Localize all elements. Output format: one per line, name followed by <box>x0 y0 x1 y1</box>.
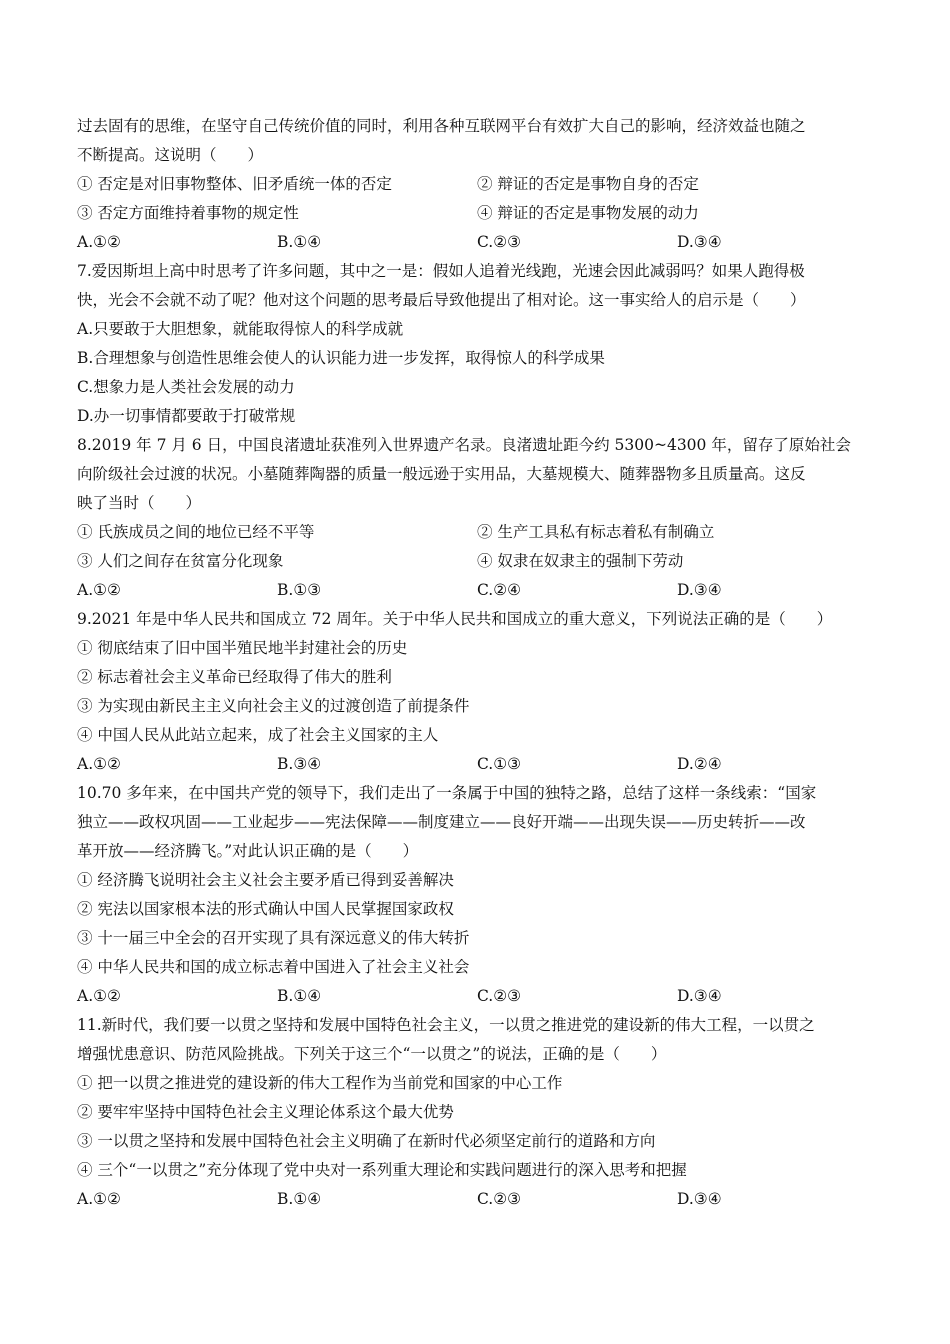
q11-stem-line: 增强忧患意识、防范风险挑战。下列关于这三个“一以贯之”的说法，正确的是（ ） <box>77 1045 667 1063</box>
q10-item: ③ 十一届三中全会的召开实现了具有深远意义的伟大转折 <box>77 929 470 947</box>
q8-answer-d: D.③④ <box>677 581 722 599</box>
q7-stem-line: 快，光会不会就不动了呢？他对这个问题的思考最后导致他提出了相对论。这一事实给人的启示是（ ） <box>77 291 806 309</box>
q10-item: ④ 中华人民共和国的成立标志着中国进入了社会主义社会 <box>77 958 470 976</box>
q9-item: ② 标志着社会主义革命已经取得了伟大的胜利 <box>77 668 392 686</box>
q10-answers-row <box>77 982 877 1011</box>
q9-answer-d: D.②④ <box>677 755 722 773</box>
q6-option: ② 辩证的否定是事物自身的否定 <box>477 175 699 193</box>
q7-choice-c: C.想象力是人类社会发展的动力 <box>77 378 295 396</box>
q8-options-row <box>77 518 877 547</box>
q6-stem-line: 不断提高。这说明（ ） <box>77 146 264 164</box>
q11-item: ④ 三个“一以贯之”充分体现了党中央对一系列重大理论和实践问题进行的深入思考和把握 <box>77 1161 687 1179</box>
q11-answer-a: A.①② <box>77 1190 121 1208</box>
q8-stem-line: 映了当时（ ） <box>77 494 202 512</box>
q8-option: ② 生产工具私有标志着私有制确立 <box>477 523 715 541</box>
q6-answer-d: D.③④ <box>677 233 722 251</box>
q9-answer-c: C.①③ <box>477 755 522 773</box>
q7-choice-d: D.办一切事情都要敢于打破常规 <box>77 407 296 425</box>
q8-option: ④ 奴隶在奴隶主的强制下劳动 <box>477 552 684 570</box>
q11-item: ③ 一以贯之坚持和发展中国特色社会主义明确了在新时代必须坚定前行的道路和方向 <box>77 1132 656 1150</box>
q10-answer-d: D.③④ <box>677 987 722 1005</box>
q6-options-row <box>77 199 877 228</box>
q9-item: ① 彻底结束了旧中国半殖民地半封建社会的历史 <box>77 639 408 657</box>
q8-answers-row <box>77 576 877 605</box>
q11-stem-line: 11.新时代，我们要一以贯之坚持和发展中国特色社会主义，一以贯之推进党的建设新的伟大工程，一以贯之 <box>77 1016 815 1034</box>
q10-item: ① 经济腾飞说明社会主义社会主要矛盾已得到妥善解决 <box>77 871 454 889</box>
q9-item: ④ 中国人民从此站立起来，成了社会主义国家的主人 <box>77 726 439 744</box>
q9-answer-a: A.①② <box>77 755 121 773</box>
q7-choice-a: A.只要敢于大胆想象，就能取得惊人的科学成就 <box>77 320 404 338</box>
q6-option: ③ 否定方面维持着事物的规定性 <box>77 204 299 222</box>
q8-answer-b: B.①③ <box>277 581 322 599</box>
q6-answer-a: A.①② <box>77 233 121 251</box>
q6-option: ④ 辩证的否定是事物发展的动力 <box>477 204 699 222</box>
q11-answer-d: D.③④ <box>677 1190 722 1208</box>
q10-answer-a: A.①② <box>77 987 121 1005</box>
q8-answer-c: C.②④ <box>477 581 522 599</box>
q11-item: ① 把一以贯之推进党的建设新的伟大工程作为当前党和国家的中心工作 <box>77 1074 563 1092</box>
q8-stem-line: 向阶级社会过渡的状况。小墓随葬陶器的质量一般远逊于实用品，大墓规模大、随葬器物多且质量高。这反 <box>77 465 806 483</box>
q7-stem-line: 7.爱因斯坦上高中时思考了许多问题，其中之一是：假如人追着光线跑，光速会因此减弱吗？如果人跑得极 <box>77 262 805 280</box>
q9-answers-row <box>77 750 877 779</box>
q6-answer-b: B.①④ <box>277 233 322 251</box>
q10-stem-line: 独立——政权巩固——工业起步——宪法保障——制度建立——良好开端——出现失误——历史转折——改 <box>77 813 806 831</box>
q6-stem-line: 过去固有的思维，在坚守自己传统价值的同时，利用各种互联网平台有效扩大自己的影响，经济效益也随之 <box>77 117 806 135</box>
q8-options-row <box>77 547 877 576</box>
q10-stem-line: 10.70 多年来，在中国共产党的领导下，我们走出了一条属于中国的独特之路，总结了这样一条线索：“国家 <box>77 784 817 802</box>
q11-answers-row <box>77 1185 877 1214</box>
q10-answer-b: B.①④ <box>277 987 322 1005</box>
q6-option: ① 否定是对旧事物整体、旧矛盾统一体的否定 <box>77 175 392 193</box>
q10-item: ② 宪法以国家根本法的形式确认中国人民掌握国家政权 <box>77 900 454 918</box>
q6-options-row <box>77 170 877 199</box>
exam-page <box>77 112 877 1214</box>
q7-choice-b: B.合理想象与创造性思维会使人的认识能力进一步发挥，取得惊人的科学成果 <box>77 349 605 367</box>
q8-stem-line: 8.2019 年 7 月 6 日，中国良渚遗址获准列入世界遗产名录。良渚遗址距今约 5300~4300 年，留存了原始社会 <box>77 436 851 454</box>
q8-answer-a: A.①② <box>77 581 121 599</box>
q11-item: ② 要牢牢坚持中国特色社会主义理论体系这个最大优势 <box>77 1103 454 1121</box>
q6-answer-c: C.②③ <box>477 233 522 251</box>
q9-item: ③ 为实现由新民主主义向社会主义的过渡创造了前提条件 <box>77 697 470 715</box>
q8-option: ① 氏族成员之间的地位已经不平等 <box>77 523 315 541</box>
q9-answer-b: B.③④ <box>277 755 322 773</box>
q6-answers-row <box>77 228 877 257</box>
q11-answer-c: C.②③ <box>477 1190 522 1208</box>
q10-stem-line: 革开放——经济腾飞。”对此认识正确的是（ ） <box>77 842 419 860</box>
q10-answer-c: C.②③ <box>477 987 522 1005</box>
q9-stem-line: 9.2021 年是中华人民共和国成立 72 周年。关于中华人民共和国成立的重大意义，下列说法正确的是（ ） <box>77 610 833 628</box>
q8-option: ③ 人们之间存在贫富分化现象 <box>77 552 284 570</box>
q11-answer-b: B.①④ <box>277 1190 322 1208</box>
